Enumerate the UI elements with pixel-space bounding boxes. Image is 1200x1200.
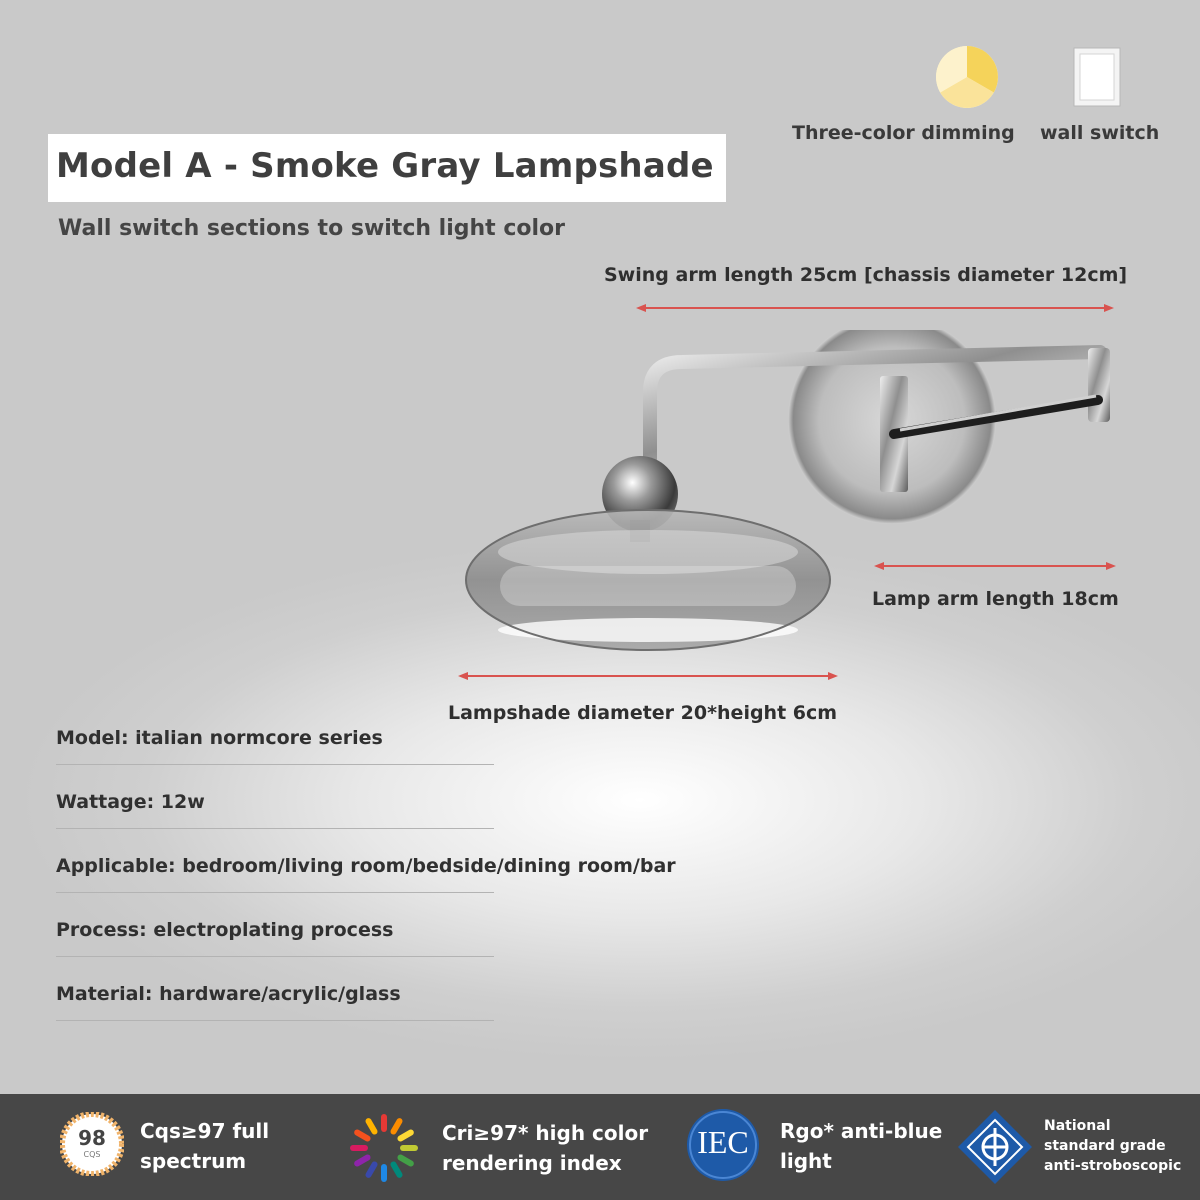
page-subtitle: Wall switch sections to switch light color	[58, 216, 566, 241]
national-line3: anti-stroboscopic	[1044, 1158, 1182, 1174]
cqs-badge-text	[140, 1116, 269, 1176]
spec-process: Process: electroplating process	[56, 919, 394, 941]
national-line2: standard grade	[1044, 1138, 1166, 1154]
spec-material: Material: hardware/acrylic/glass	[56, 983, 401, 1005]
cri-badge-text	[442, 1118, 648, 1178]
wall-switch-icon	[1070, 46, 1124, 108]
iec-badge-icon	[686, 1108, 760, 1182]
lampshade-arrow	[458, 668, 838, 684]
three-color-dimming-icon	[934, 44, 1000, 110]
rgo-line2: light	[780, 1149, 832, 1173]
feature-label-dimming: Three-color dimming	[792, 122, 1015, 144]
spec-applicable: Applicable: bedroom/living room/bedside/dining room/bar	[56, 855, 676, 877]
swing-arm-arrow	[636, 300, 1114, 316]
cqs-badge-icon	[60, 1112, 124, 1176]
lampshade-dimension: Lampshade diameter 20*height 6cm	[448, 702, 838, 724]
rgo-line1: Rgo* anti-blue	[780, 1119, 943, 1143]
spec-model: Model: italian normcore series	[56, 727, 383, 749]
national-line1: National	[1044, 1118, 1111, 1134]
cqs-line2: spectrum	[140, 1149, 247, 1173]
lamp-arm-dimension: Lamp arm length 18cm	[872, 588, 1119, 610]
feature-label-switch: wall switch	[1040, 122, 1160, 144]
spec-divider	[56, 956, 494, 957]
national-standard-icon	[956, 1108, 1034, 1186]
iec-mark: IEC	[697, 1124, 749, 1160]
spec-divider	[56, 828, 494, 829]
spec-divider	[56, 764, 494, 765]
wall-lamp-image	[460, 330, 1140, 670]
rgo-badge-text	[780, 1116, 942, 1176]
cri-line1: Cri≥97* high color	[442, 1121, 649, 1145]
cri-line2: rendering index	[442, 1151, 622, 1175]
spec-divider	[56, 1020, 494, 1021]
swing-arm-dimension: Swing arm length 25cm [chassis diameter 12cm]	[604, 264, 1128, 286]
cqs-caption: CQS	[83, 1150, 101, 1159]
color-rendering-icon	[346, 1110, 422, 1186]
page-title: Model A - Smoke Gray Lampshade	[56, 146, 714, 186]
spec-divider	[56, 892, 494, 893]
cqs-score: 98	[78, 1126, 106, 1150]
national-badge-text	[1044, 1116, 1181, 1176]
spec-wattage: Wattage: 12w	[56, 791, 205, 813]
cqs-line1: Cqs≥97 full	[140, 1119, 270, 1143]
